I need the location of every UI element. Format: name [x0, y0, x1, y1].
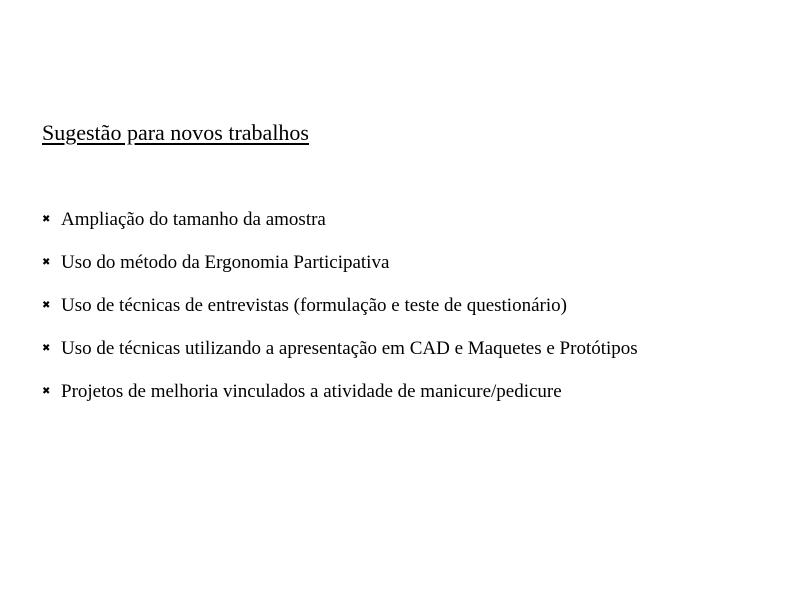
bullet-icon: ✖ [42, 214, 51, 225]
bullet-text: Ampliação do tamanho da amostra [61, 209, 326, 230]
bullet-icon: ✖ [42, 300, 51, 311]
bullet-text: Uso do método da Ergonomia Participativa [61, 252, 390, 273]
list-item [42, 370, 764, 413]
list-item [42, 198, 764, 241]
list-item [42, 241, 764, 284]
bullet-text: Projetos de melhoria vinculados a atividade de manicure/pedicure [61, 381, 562, 402]
slide-title: Sugestão para novos trabalhos [42, 120, 309, 145]
bullet-icon: ✖ [42, 386, 51, 397]
bullet-list [42, 198, 764, 413]
list-item [42, 327, 764, 370]
bullet-icon: ✖ [42, 343, 51, 354]
bullet-icon: ✖ [42, 257, 51, 268]
bullet-text: Uso de técnicas utilizando a apresentação em CAD e Maquetes e Protótipos [61, 338, 638, 359]
list-item [42, 284, 764, 327]
bullet-text: Uso de técnicas de entrevistas (formulação e teste de questionário) [61, 295, 567, 316]
